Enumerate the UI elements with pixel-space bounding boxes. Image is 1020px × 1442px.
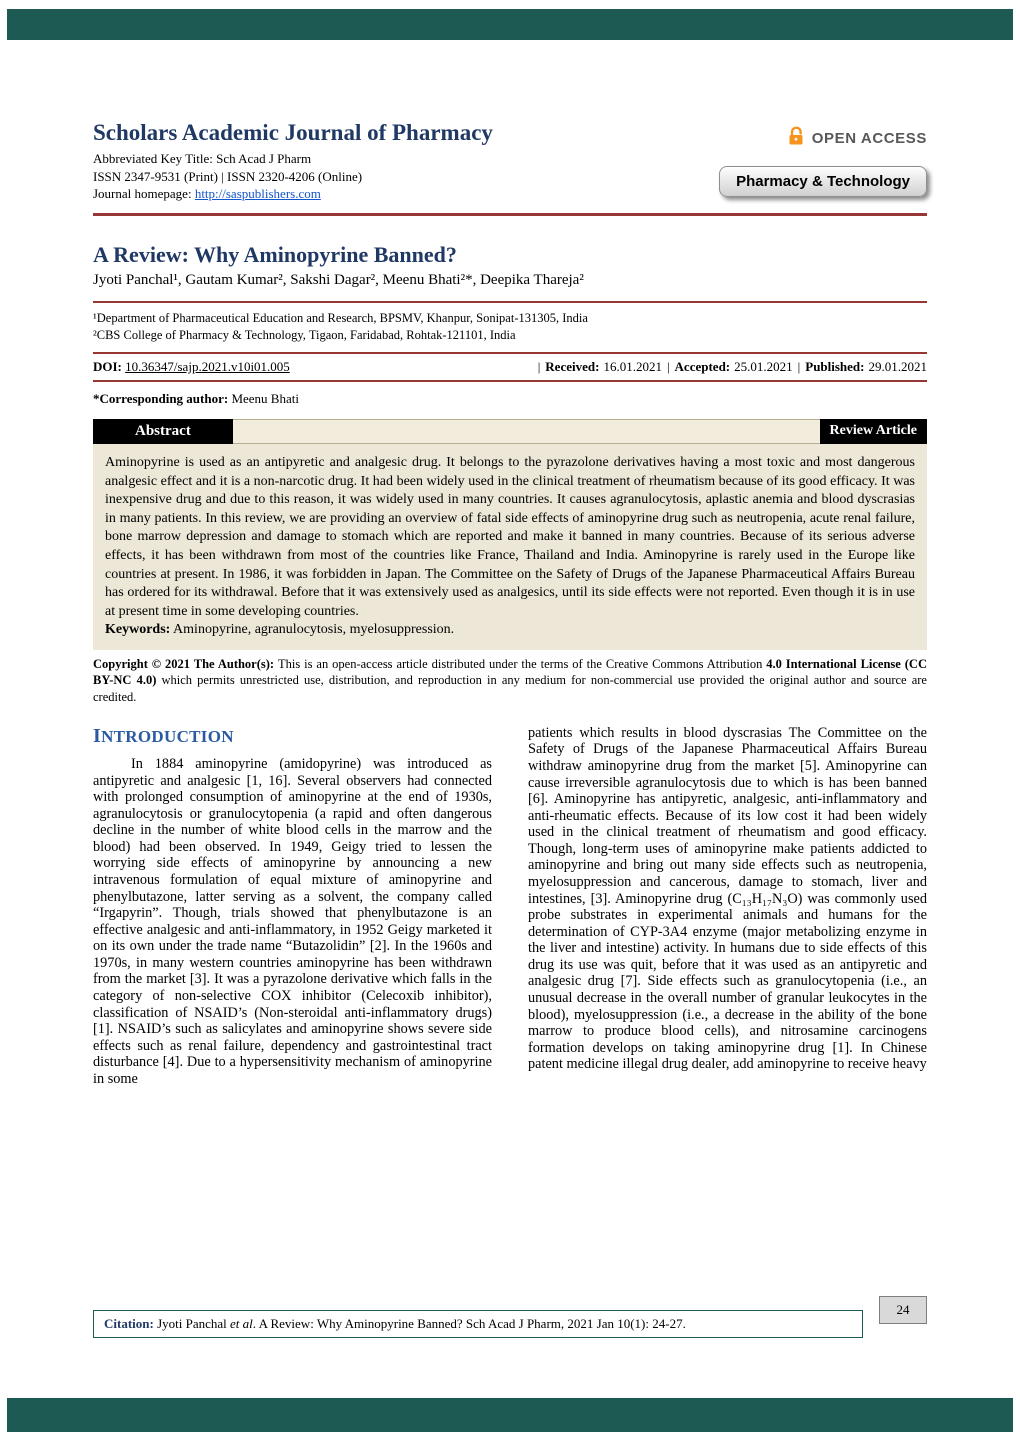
open-access-link[interactable]: [788, 126, 927, 150]
journal-abbrev: Abbreviated Key Title: Sch Acad J Pharm: [93, 151, 312, 167]
doi-label: DOI:: [93, 358, 126, 374]
homepage-label: Journal homepage:: [93, 186, 195, 202]
published-date: 29.01.2021: [868, 358, 927, 374]
article-type-label: Review Article: [820, 419, 927, 444]
open-access-label: OPEN ACCESS: [811, 129, 927, 147]
corresponding-name: Meenu Bhati: [228, 390, 299, 406]
published-label: Published:: [805, 358, 865, 374]
journal-homepage: [93, 185, 493, 203]
separator: |: [797, 358, 801, 374]
bottom-banner: [7, 1398, 1013, 1432]
separator: |: [537, 358, 541, 374]
doi-group: [93, 359, 290, 375]
corresponding-author: [93, 391, 927, 407]
affiliation-1: ¹Department of Pharmaceutical Education and Research, BPSMV, Khanpur, Sonipat-131305, India: [93, 310, 588, 325]
citation-etal: et al: [230, 1316, 253, 1331]
article-title: A Review: Why Aminopyrine Banned?: [93, 241, 457, 267]
copyright-bold-2: 4.0 International License (CC BY-NC 4.0): [93, 657, 927, 688]
separator: |: [666, 358, 670, 374]
abstract-header-label: Abstract: [93, 419, 233, 444]
citation-authors: Jyoti Panchal: [157, 1316, 231, 1331]
top-banner: [7, 9, 1013, 40]
citation-box: [93, 1310, 863, 1338]
keywords-line: [105, 621, 915, 640]
page-number: 24: [879, 1296, 927, 1324]
accepted-label: Accepted:: [674, 358, 731, 374]
left-column-text: In 1884 aminopyrine (amidopyrine) was introduced as antipyretic and analgesic [1, 16]. Several observers had connected with prolonged consumption of aminopyrine at the end of 1930s, agranulocytosis or granulocytopenia (a rapid and often dangerous decline in the number of white blood cells in the marrow and the blood) had been observed. In 1949, Geigy tried to lessen the worrying side effects of aminopyrine by announcing a new intravenous formulation of equal mixture of aminopyrine and phenylbutazone, latter serving as a solvent, the company called “Irgapyrin”. Though, trials showed that phenylbutazone is an effective analgesic and anti-inflammatory, in 1952 Geigy marketed it on its own under the trade name “Butazolidin” [2]. In the 1960s and 1970s, in many western countries aminopyrine has been withdrawn from the market [3]. It was a pyrazolone derivative which falls in the category of non-selective COX inhibitor (Celecoxib inhibitor), classification of NSAID’s (Non-steroidal anti-inflammatory drugs) [1]. NSAID’s such as salicylates and aminopyrine shows severe side effects such as renal failure, dependency and gastrointestinal tract disturbance [4]. Due to a hypersensitivity mechanism of aminopyrine in some: [93, 755, 492, 1087]
affiliations: [93, 310, 927, 345]
homepage-link[interactable]: http://saspublishers.com: [194, 186, 321, 202]
masthead: [93, 120, 927, 203]
keywords-text: Aminopyrine, agranulocytosis, myelosuppression.: [170, 622, 455, 638]
journal-issn: ISSN 2347-9531 (Print) | ISSN 2320-4206 (Online): [93, 168, 363, 184]
abstract-header-bar: [93, 419, 927, 444]
copyright-text-1: This is an open-access article distributed under the terms of the Creative Commons Attribution: [278, 657, 767, 672]
journal-title: Scholars Academic Journal of Pharmacy: [93, 120, 493, 145]
journal-info: [93, 120, 493, 203]
citation-rest: . A Review: Why Aminopyrine Banned? Sch Acad J Pharm, 2021 Jan 10(1): 24-27.: [252, 1316, 686, 1331]
received-date: 16.01.2021: [603, 358, 662, 374]
abstract-text: Aminopyrine is used as an antipyretic and analgesic drug. It belongs to the pyrazolone derivatives having a most toxic and most dangerous analgesic effect and it is a non-narcotic drug. It had been widely used in the clinical treatment of rheumatism because of its good efficacy. It was inexpensive drug and due to this reason, it was widely used in many countries. It causes agranulocytosis, aplastic anemia and blood dyscrasias in many patients. In this review, we are providing an overview of fatal side effects of aminopyrine drug such as neutropenia, acute renal failure, bone marrow depression and damage to stomach which are reported and make it banned in many countries. Because of its serious adverse effects, it has been withdrawn from most of the countries like France, Thailand and India. Aminopyrine is rarely used in the Europe like countries at present. In 1986, it was forbidden in Japan. The Committee on the Safety of Drugs of the Japanese Pharmaceutical Affairs Bureau has ordered for its withdrawal. Before that it was extensively used as analgesics, until its side effects were not reported. Even though it is in use at present time in some developing countries.: [105, 454, 915, 619]
right-column-text: patients which results in blood dyscrasias The Committee on the Safety of Drugs of the Japanese Pharmaceutical Affairs Bureau withdraw aminopyrine drug from the market [5]. Aminopyrine can cause irreversible agranulocytosis due to which is has been banned [6]. Aminopyrine has antipyretic, analgesic, anti-inflammatory and anti-rheumatic effects. Because of its low cost it had been widely used in the clinical treatment of rheumatism and good efficacy. Though, long-term uses of aminopyrine make patients addicted to aminopyrine and bring out many side effects such as neutropenia, myelosuppression and cancerous, damage to stomach, liver and intestines, [3]. Aminopyrine drug (C₁₃H₁₇N₃O) was commonly used probe substrates in experimental animals and humans for the determination of CYP-3A4 enzyme (major metabolizing enzyme in the liver and intestine) activity. In humans due to side effects of this drug its use was quit, before that it was used as an antipyretic and analgesic drug [7]. Side effects such as granulocytopenia (i.e., an unusual decrease in the overall number of granular leukocytes in the blood), myelosuppression (i.e., a decrease in the ability of the bone marrow to produce blood cells), and nitrosamine carcinogens formation develops on taking aminopyrine drug [1]. In Chinese patent medicine illegal drug dealer, add aminopyrine to receive heavy: [528, 724, 927, 1073]
keywords-label: Keywords:: [105, 622, 171, 638]
doi-link[interactable]: 10.36347/sajp.2021.v10i01.005: [125, 358, 290, 374]
subject-badge[interactable]: Pharmacy & Technology: [719, 166, 927, 197]
open-lock-icon: [788, 126, 805, 150]
authors-divider: [93, 301, 927, 303]
abstract-header-strip: [233, 419, 820, 444]
doi-row: [93, 354, 927, 380]
dates-group: [533, 359, 927, 375]
corresponding-label: *Corresponding author:: [93, 390, 229, 406]
copyright-text-2: which permits unrestricted use, distribution, and reproduction in any medium for non-commercial use provided the original author and source are credited.: [93, 673, 927, 704]
received-label: Received:: [545, 358, 600, 374]
authors-line: Jyoti Panchal¹, Gautam Kumar², Sakshi Dagar², Meenu Bhati²*, Deepika Thareja²: [93, 271, 584, 288]
accepted-date: 25.01.2021: [734, 358, 793, 374]
affiliation-2: ²CBS College of Pharmacy & Technology, Tigaon, Faridabad, Rohtak-121101, India: [93, 328, 516, 343]
article-body: [93, 725, 927, 1088]
masthead-divider: [93, 213, 927, 216]
doi-divider: [93, 380, 927, 382]
masthead-right: [719, 120, 927, 197]
page-content: [93, 120, 927, 1088]
citation-label: Citation:: [104, 1316, 158, 1331]
page-footer: [93, 1302, 927, 1338]
right-column: [528, 725, 927, 1088]
copyright-bold-1: Copyright © 2021 The Author(s):: [93, 657, 279, 672]
abstract-section: [93, 444, 927, 650]
copyright-notice: [93, 656, 927, 705]
introduction-heading: INTRODUCTION: [93, 724, 234, 747]
left-column: [93, 725, 492, 1088]
